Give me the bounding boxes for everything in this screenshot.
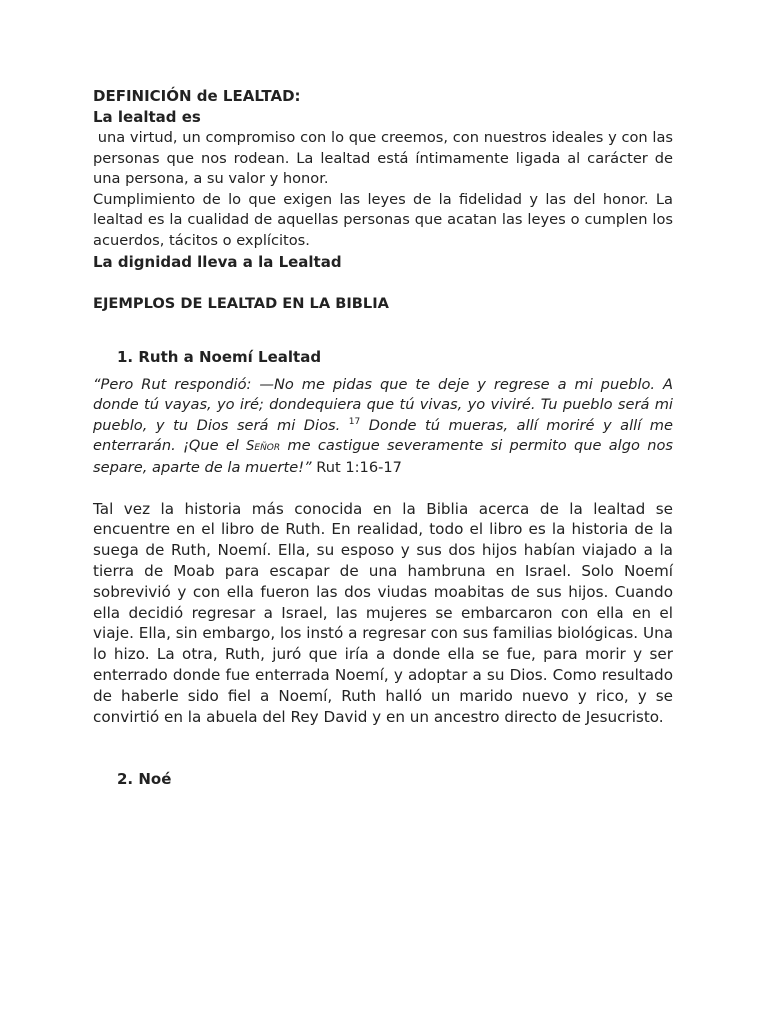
quote-text-2: Donde tú mueras, allí moriré y allí me enterrarán. ¡Que el [93, 416, 673, 455]
definition-paragraph [93, 128, 678, 190]
list-item-ruth-title: 1. Ruth a Noemí Lealtad [117, 347, 322, 366]
spacer [93, 368, 673, 375]
quote-lord: Señor [246, 439, 281, 455]
spacer [93, 479, 673, 499]
verse-number: 17 [348, 416, 361, 427]
spacer [93, 727, 673, 769]
examples-heading: EJEMPLOS DE LEALTAD EN LA BIBLIA [93, 294, 389, 312]
spacer [93, 314, 673, 347]
bible-quote [93, 375, 673, 479]
quote-reference: Rut 1:16-17 [311, 458, 402, 476]
ruth-paragraph: Tal vez la historia más conocida en la Biblia acerca de la lealtad se encuentre en el libro de Ruth. En realidad, todo el libro es la historia de la suega de Ruth, Noemí. Ella, su esposo y sus dos hijos habían viajado a la tierra de Moab para escapar de una hambruna en Israel. Solo Noemí sobrevivió y con ella fueron las dos viudas moabitas de sus hijos. Cuando ella decidió regresar a Israel, las mujeres se embarcaron con ella en el viaje. Ella, sin embargo, los instó a regresar con sus familias biológicas. Una lo hizo. La otra, Ruth, juró que iría a donde ella se fue, para morir y ser enterrado donde fue enterrada Noemí, y adoptar a su Dios. Como resultado de haberle sido fiel a Noemí, Ruth halló un marido nuevo y rico, y se convirtió en la abuela del Rey David y en un ancestro directo de Jesucristo. [93, 499, 673, 726]
definition-text: una virtud, un compromiso con lo que creemos, con nuestros ideales y con las personas que nos rodean. La lealtad está íntimamente ligada al carácter de una persona, a su valor y honor. [93, 129, 678, 188]
definition-paragraph-2: Cumplimiento de lo que exigen las leyes de la fidelidad y las del honor. La lealtad es la cualidad de aquellas personas que acatan las leyes o cumplen los acuerdos, tácitos o explícitos. [93, 190, 673, 249]
spacer [93, 273, 673, 293]
list-item-noe-title: 2. Noé [117, 770, 172, 789]
quote-text-3: me castigue severamente si permito que algo nos separe, aparte de la muerte!” [93, 437, 673, 476]
document-page [93, 86, 678, 790]
quote-text-1: “Pero Rut respondió: —No me pidas que te deje y regrese a mi pueblo. A donde tú vayas, yo iré; dondequiera que tú vivas, yo viviré. Tu pueblo será mi pueblo, y tu Dios será mi Dios. [93, 375, 673, 434]
definition-subheading: La lealtad es [93, 108, 201, 126]
dignity-line: La dignidad lleva a la Lealtad [93, 252, 342, 271]
definition-heading: DEFINICIÓN de LEALTAD: [93, 87, 301, 105]
